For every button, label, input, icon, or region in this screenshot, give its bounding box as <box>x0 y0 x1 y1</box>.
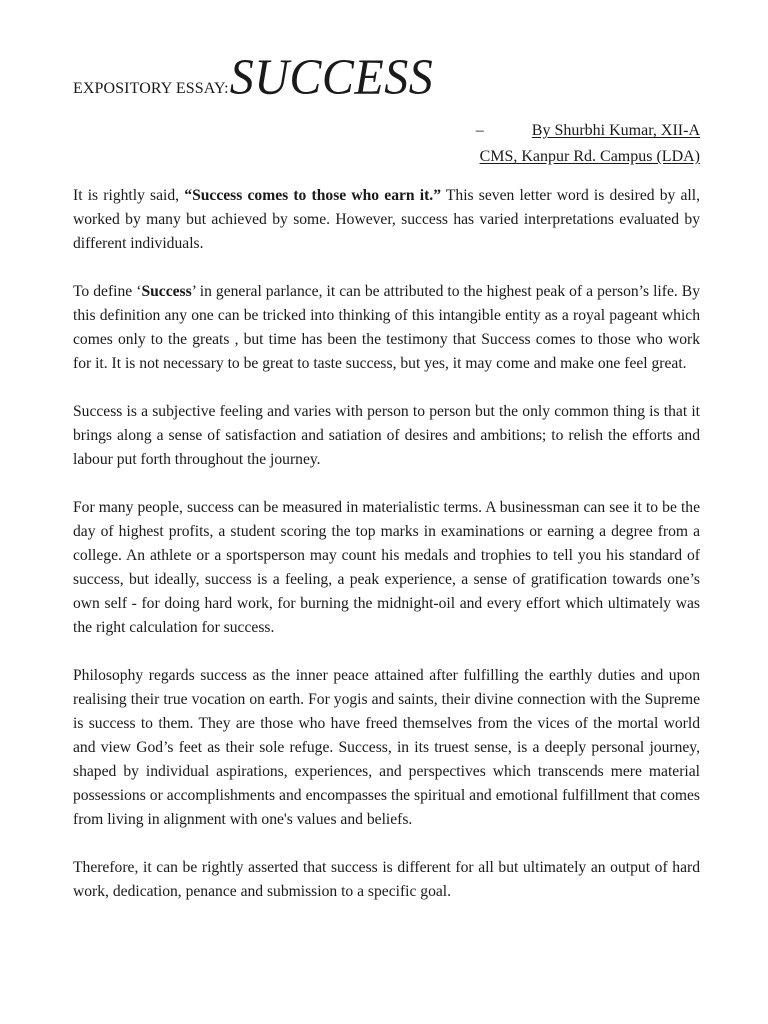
paragraph-4: For many people, success can be measured in materialistic terms. A businessman can see it to be the day of highest profits, a student scoring the top marks in examinations or earning a degree from a college. An athlete or a sportsperson may count his medals and trophies to tell you his standard of success, but ideally, success is a feeling, a peak experience, a sense of gratification towards one’s own self - for doing hard work, for burning the midnight-oil and every effort which ultimately was the right calculation for success. <box>73 499 700 636</box>
paragraph-2: To define ‘Success’ in general parlance, it can be attributed to the highest peak of a person’s life. By this definition any one can be tricked into thinking of this intangible entity as a royal pageant which comes only to the greats , but time has been the testimony that Success comes to those who work for it. It is not necessary to be great to taste success, but yes, it may come and make one feel great. <box>73 283 700 372</box>
quote: “Success comes to those who earn it.” <box>184 187 441 204</box>
document-page <box>73 49 700 928</box>
paragraph-6: Therefore, it can be rightly asserted that success is different for all but ultimately an output of hard work, dedication, penance and submission to a specific goal. <box>73 859 700 900</box>
school-line <box>73 144 700 170</box>
author-line <box>73 118 700 144</box>
essay-heading <box>73 49 700 106</box>
byline-dash: – <box>475 122 484 139</box>
school-name: CMS, Kanpur Rd. Campus (LDA) <box>479 148 700 165</box>
byline <box>73 118 700 170</box>
paragraph-5: Philosophy regards success as the inner peace attained after fulfilling the earthly duties and upon realising their true vocation on earth. For yogis and saints, their divine connection with the Supreme is success to them. They are those who have freed themselves from the vices of the mortal world and view God’s feet as their sole refuge. Success, in its truest sense, is a deeply personal journey, shaped by individual aspirations, experiences, and perspectives which transcends mere material possessions or accomplishments and encompasses the spiritual and emotional fulfillment that comes from living in alignment with one's values and beliefs. <box>73 667 700 828</box>
paragraph-1: It is rightly said, “Success comes to those who earn it.” This seven letter word is desired by all, worked by many but achieved by some. However, success has varied interpretations evaluated by different individuals. <box>73 187 700 252</box>
essay-body <box>73 184 700 904</box>
defined-term: Success <box>141 283 192 300</box>
essay-title: SUCCESS <box>229 49 434 106</box>
heading-prefix: EXPOSITORY ESSAY: <box>73 80 229 97</box>
paragraph-3: Success is a subjective feeling and varies with person to person but the only common thing is that it brings along a sense of satisfaction and satiation of desires and ambitions; to relish the efforts and labour put forth throughout the journey. <box>73 403 700 468</box>
author-name: By Shurbhi Kumar, XII-A <box>531 122 700 139</box>
